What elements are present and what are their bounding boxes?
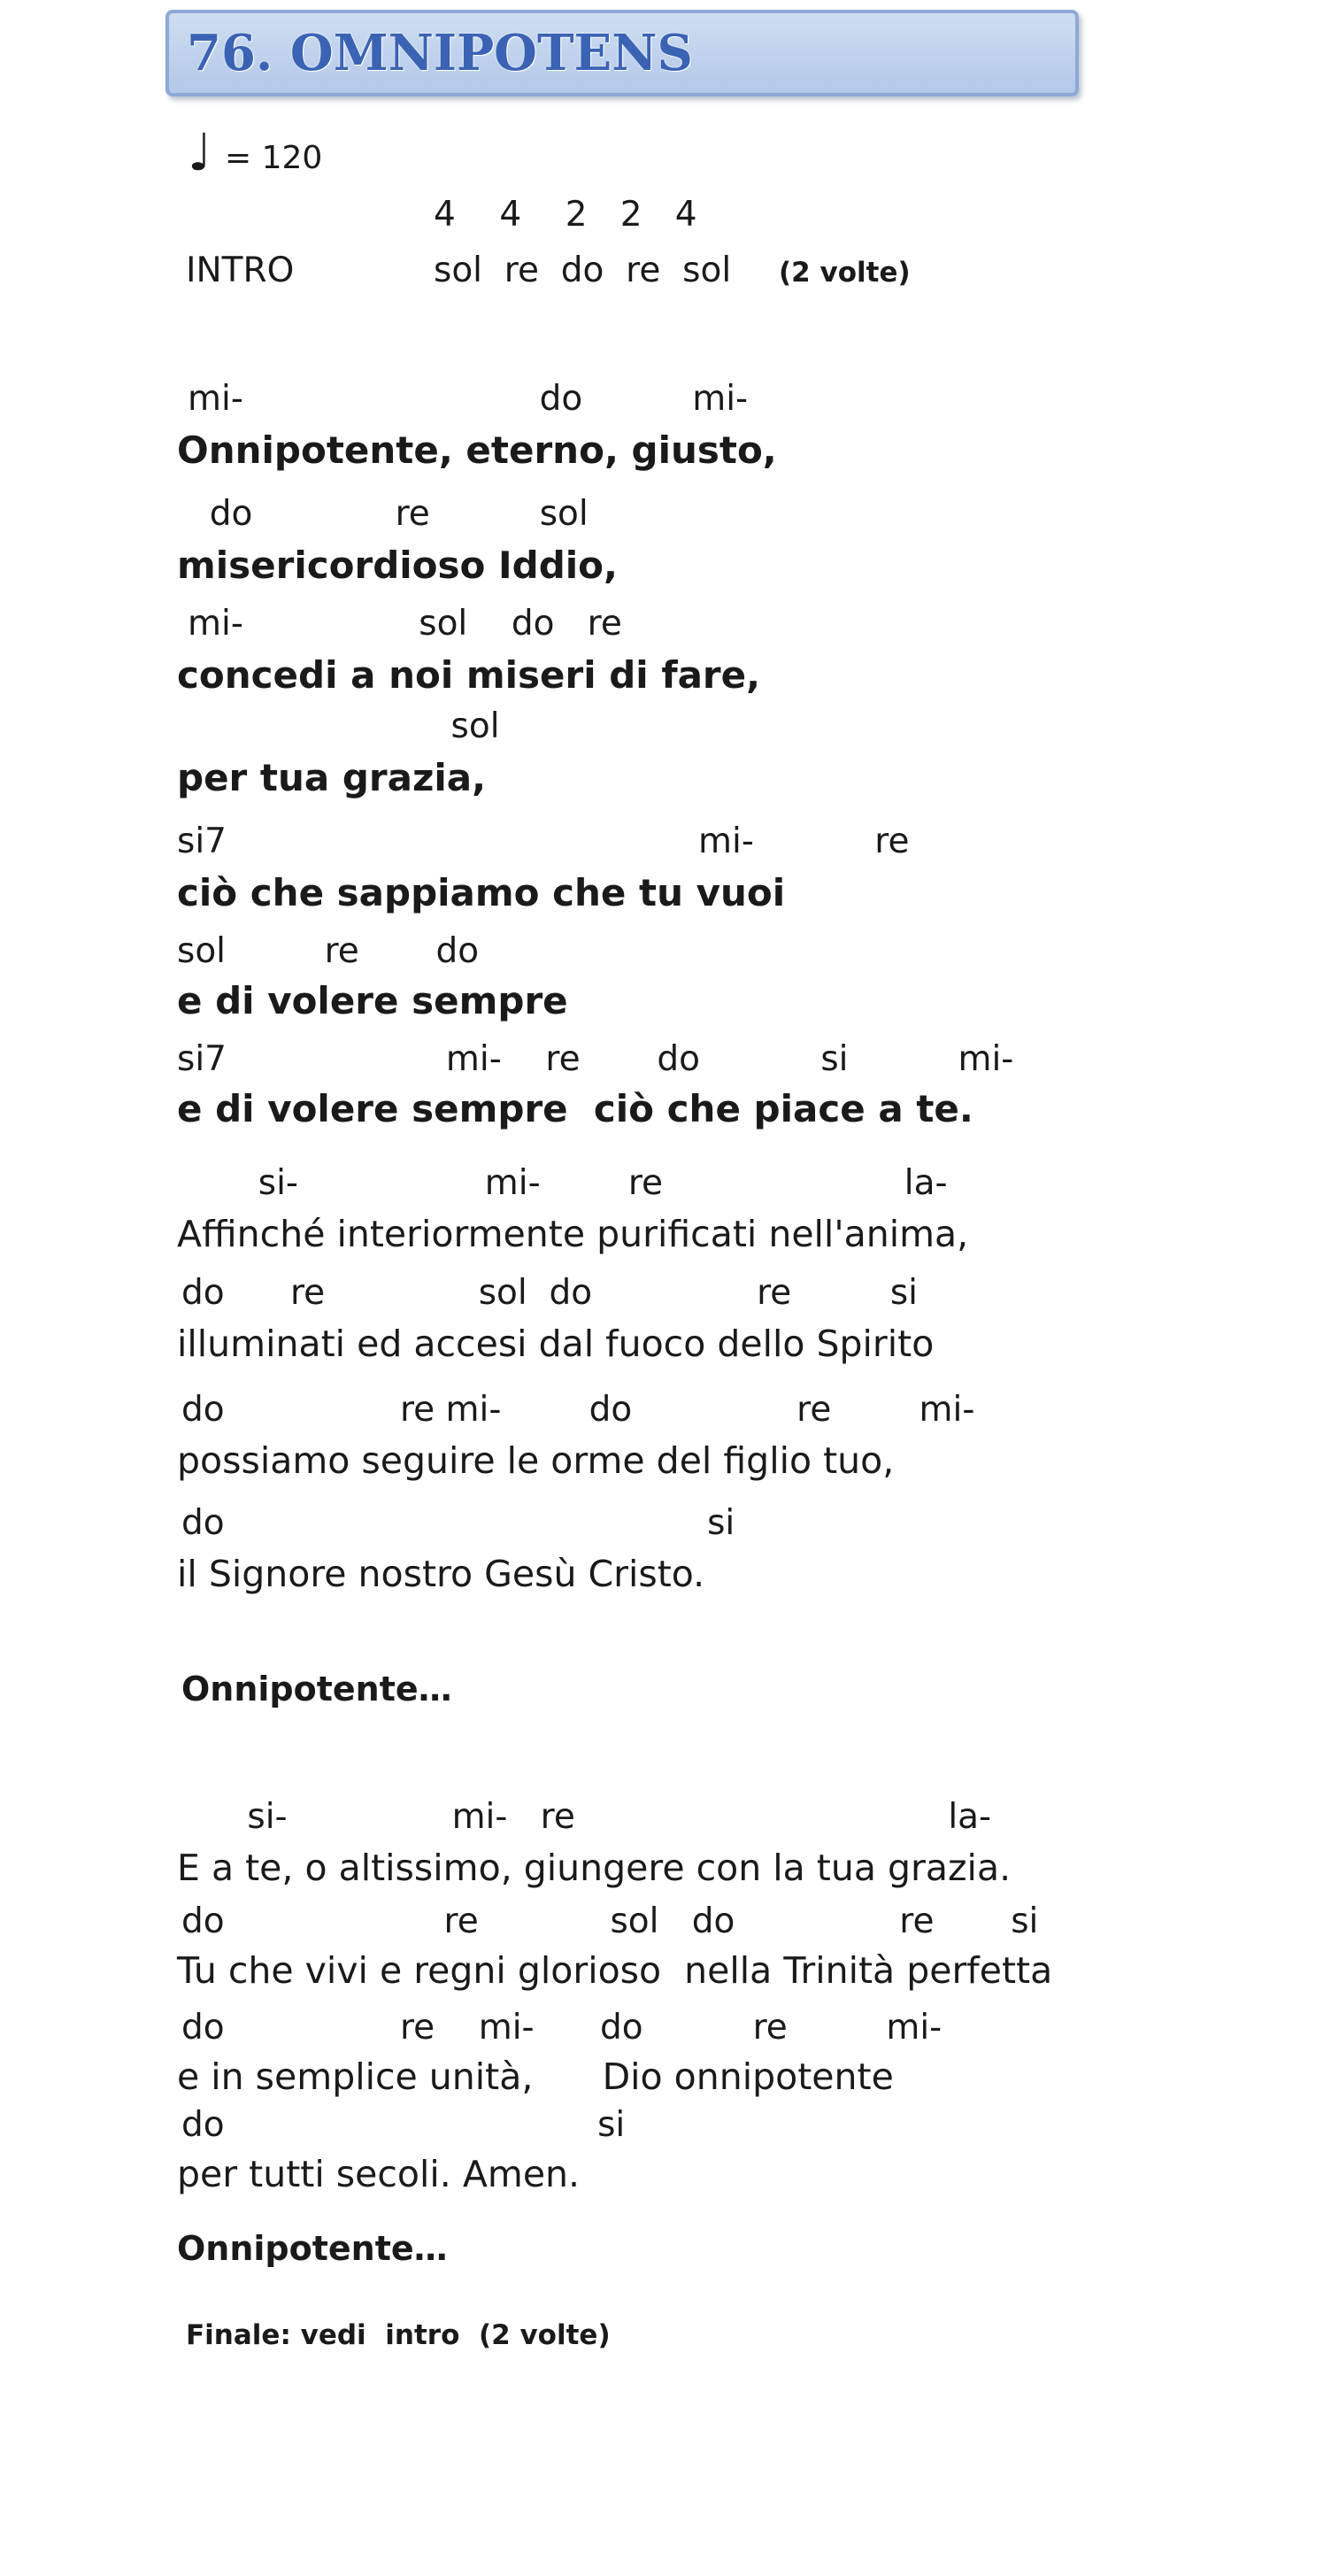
refrain-reference-1: Onnipotente… [181,1670,452,1708]
verse1-chords-2: do re sol [188,494,589,534]
verse1-chords-3: mi- sol do re [188,604,622,644]
verse3-lyric-4: per tutti secoli. Amen. [177,2153,581,2195]
verse3-chords-1: si- mi- re la- [181,1797,992,1837]
verse2-chords-3: do re mi- do re mi- [181,1390,975,1430]
verse3-lyric-1: E a te, o altissimo, giungere con la tua grazia. [177,1847,1012,1889]
verse1-chords-6: sol re do [177,931,480,971]
verse2-chords-2: do re sol do re si [181,1273,919,1313]
quarter-note-icon: ♩ [188,122,212,182]
verse2-chords-4: do si [181,1503,735,1543]
verse1-lyric-6: e di volere sempre [177,979,568,1022]
verse3-chords-2: do re sol do re si [181,1901,1039,1941]
intro-label: INTRO [186,251,295,290]
verse2-chords-1: si- mi- re la- [181,1163,948,1203]
verse2-lyric-4: il Signore nostro Gesù Cristo. [177,1553,705,1595]
verse2-lyric-2: illuminati ed accesi dal fuoco dello Spirito [177,1323,935,1365]
verse2-lyric-3: possiamo seguire le orme del figlio tuo, [177,1439,895,1482]
verse1-lyric-7: e di volere sempre ciò che piace a te. [177,1087,973,1130]
verse2-lyric-1: Affinché interiormente purificati nell'anima, [177,1213,969,1255]
verse1-lyric-1: Onnipotente, eterno, giusto, [177,428,777,472]
verse1-chords-1: mi- do mi- [188,379,749,419]
refrain-reference-2: Onnipotente… [177,2229,448,2268]
verse3-lyric-3: e in semplice unità, Dio onnipotente [177,2055,894,2098]
verse1-lyric-5: ciò che sappiamo che tu vuoi [177,871,786,914]
song-title-banner [165,10,1079,96]
song-title: 76. OMNIPOTENS [187,24,693,82]
verse1-lyric-3: concedi a noi miseri di fare, [177,653,761,697]
verse3-lyric-2: Tu che vivi e regni glorioso nella Trinità perfetta [177,1949,1053,1992]
tempo-value: = 120 [225,140,323,176]
verse3-chords-3: do re mi- do re mi- [181,2008,942,2048]
verse1-chords-5: si7 mi- re [177,821,910,861]
intro-chords: sol re do re sol [434,251,732,290]
verse3-chords-4: do si [181,2105,626,2145]
finale-note: Finale: vedi intro (2 volte) [186,2319,611,2351]
verse1-chords-7: si7 mi- re do si mi- [177,1039,1014,1079]
verse1-lyric-2: misericordioso Iddio, [177,544,618,587]
verse1-chords-4: sol [188,706,500,746]
verse1-lyric-4: per tua grazia, [177,756,487,799]
intro-beats: 4 4 2 2 4 [434,195,697,235]
intro-repeat: (2 volte) [779,257,911,289]
